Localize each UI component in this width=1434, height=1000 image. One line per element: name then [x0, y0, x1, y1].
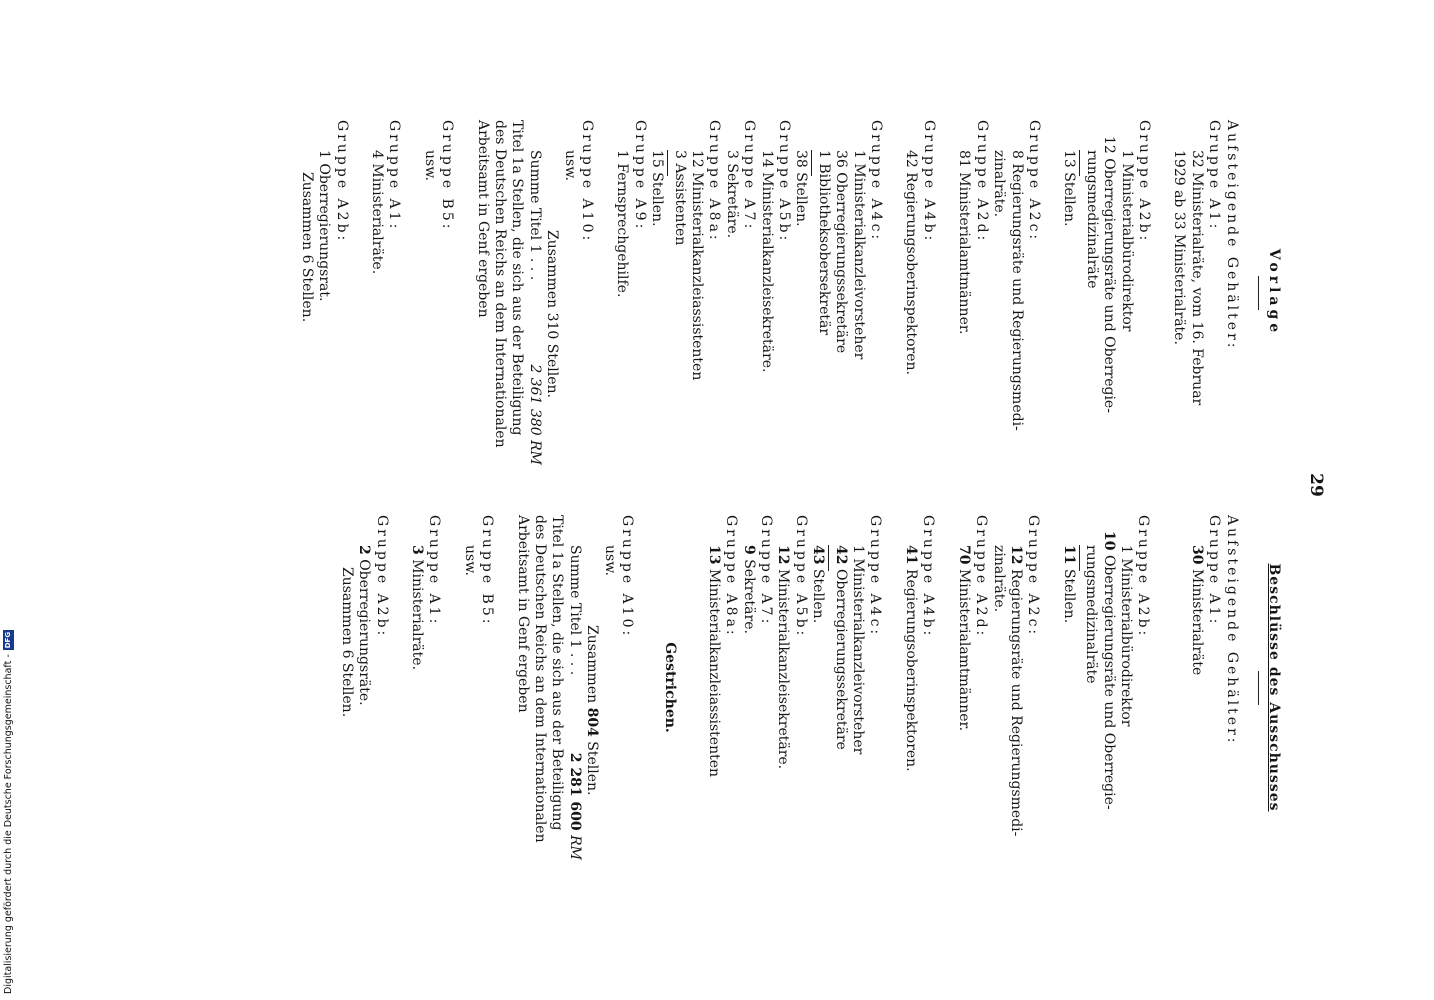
group-title: Gruppe A7:: [741, 120, 758, 232]
group-entry: Oberregierungssekretäre: [832, 568, 849, 750]
group-count: 13: [705, 545, 722, 565]
group-title: Gruppe A1:: [1206, 120, 1223, 232]
group-title: Gruppe A5b:: [792, 515, 809, 639]
group-title: Gruppe A10:: [579, 120, 595, 244]
group-entry: 32 Ministerialräte, vom 16. Februar: [1188, 150, 1205, 406]
group-entry: Ministerialkanzleiassistenten: [705, 568, 722, 778]
group-title: Gruppe A1:: [1206, 515, 1223, 627]
group-title: Gruppe B5:: [479, 515, 496, 627]
group-count: 42: [832, 545, 849, 565]
group-entry: 3 Assistenten: [671, 150, 688, 246]
group-entry: Ministerialräte: [1188, 568, 1205, 676]
group-entry: Oberregierungsräte.: [356, 559, 373, 706]
summe-value: 2 281 600: [566, 752, 583, 831]
group-entry: Sekretäre.: [740, 559, 757, 634]
group-entry: 3 Sekretäre.: [723, 150, 740, 239]
group-entry: 1 Oberregierungsrat.: [316, 150, 333, 302]
group-total: 13 Stellen.: [1061, 150, 1078, 227]
titel-line: des Deutschen Reichs an dem Internationalen: [491, 120, 508, 448]
group-title: Gruppe A9:: [631, 120, 648, 232]
group-count: 12: [775, 545, 792, 565]
group-entry: 42 Regierungsoberinspektoren.: [903, 150, 920, 375]
group-title: Gruppe A2b:: [333, 120, 350, 244]
usw-text: usw.: [461, 545, 478, 576]
group-count: 10: [1100, 531, 1117, 551]
group-entry: 1 Ministerialkanzleivorsteher: [850, 545, 867, 755]
usw-text: usw.: [561, 150, 578, 181]
group-count: 30: [1188, 545, 1205, 565]
group-entry: rungsmedizinalräte: [1083, 545, 1100, 684]
group-entry: 12 Oberregierungsräte und Oberregie-: [1101, 136, 1118, 413]
group-title: Gruppe A10:: [619, 515, 636, 639]
titel-line: des Deutschen Reichs an dem Internationalen: [532, 515, 548, 843]
group-count: 70: [955, 545, 972, 565]
group-entry: 81 Ministerialamtmänner.: [956, 150, 973, 335]
group-entry: Ministerialräte.: [408, 559, 425, 670]
subtotal-line: Zusammen 6 Stellen.: [298, 172, 315, 323]
group-title: Gruppe A1:: [386, 120, 403, 232]
summe-line: [565, 515, 582, 860]
group-total: 15 Stellen.: [649, 150, 666, 227]
group-total: 38 Stellen.: [793, 150, 810, 227]
group-entry: zinalräte.: [991, 150, 1008, 218]
column-heading-vorlage: Vorlage: [1266, 248, 1282, 337]
section-heading: Aufsteigende Gehälter:: [1223, 515, 1240, 746]
group-title: Gruppe A2c:: [1025, 515, 1042, 638]
group-title: Gruppe A4b:: [920, 515, 937, 639]
group-count: 12: [1007, 545, 1024, 565]
titel-line: Titel 1a Stellen, die sich aus der Beteiligung: [509, 120, 526, 436]
subtotal-suffix: Stellen.: [584, 741, 601, 796]
group-count: 2: [356, 545, 373, 555]
section-heading: Aufsteigende Gehälter:: [1223, 120, 1240, 351]
group-entry: Regierungsoberinspektoren.: [902, 568, 919, 772]
summe-label: Summe Titel 1 . . .: [566, 545, 583, 676]
group-title: Gruppe A2c:: [1025, 120, 1042, 243]
group-title: Gruppe A5b:: [776, 120, 793, 244]
group-total: Stellen.: [1060, 568, 1077, 624]
heading-rule: [1258, 671, 1259, 705]
group-title: Gruppe A8a:: [723, 515, 740, 638]
group-count: 9: [740, 545, 757, 555]
summe-label: Summe Titel 1 . . .: [526, 150, 543, 281]
group-entry: Regierungsräte und Regierungsmedi-: [1007, 568, 1024, 837]
group-entry: 1 Ministerialbürodirektor: [1118, 150, 1135, 332]
group-title: Gruppe A8a:: [706, 120, 723, 243]
titel-line: Titel 1a Stellen, die sich aus der Beteiligung: [549, 515, 566, 831]
group-title: Gruppe A2b:: [1135, 515, 1152, 639]
group-title: Gruppe A2b:: [373, 515, 390, 639]
group-total-count: 43: [810, 545, 827, 565]
digitization-footer: [0, 0, 16, 1000]
group-title: Gruppe A4b:: [920, 120, 937, 244]
sum-rule: [811, 150, 812, 176]
sum-rule: [1079, 545, 1080, 571]
summe-line: [525, 120, 542, 465]
group-title: Gruppe A2b:: [1135, 120, 1152, 244]
usw-text: usw.: [421, 150, 438, 181]
group-entry: 1 Fernsprechgehilfe.: [614, 150, 631, 298]
group-title: Gruppe A7:: [758, 515, 775, 627]
group-title: Gruppe A4c:: [867, 515, 884, 638]
sum-rule: [828, 545, 829, 571]
summe-value: 2 361 380 RM: [526, 364, 543, 465]
group-entry: zinalräte.: [990, 545, 1007, 613]
subtotal-count: 804: [584, 707, 601, 737]
group-title: Gruppe A1:: [426, 515, 443, 627]
titel-line: Arbeitsamt in Genf ergeben: [514, 515, 531, 713]
group-entry: 8 Regierungsräte und Regierungsmedi-: [1008, 150, 1025, 431]
group-entry: Ministerialkanzleisekretäre.: [775, 568, 792, 770]
summe-unit: RM: [566, 835, 583, 860]
column-vorlage: [297, 120, 1282, 465]
group-entry: 1 Ministerialkanzleivorsteher: [850, 150, 867, 360]
group-total: Stellen.: [810, 568, 827, 624]
group-count: 3: [408, 545, 425, 555]
subtotal-line: Zusammen 310 Stellen.: [544, 230, 561, 398]
group-entry: rungsmedizinalräte: [1083, 150, 1100, 289]
group-entry: 1 Bibliotheksobersekretär: [815, 150, 832, 336]
group-entry: 1929 ab 33 Ministerialräte.: [1171, 150, 1188, 345]
struck-note: Gestrichen.: [662, 642, 679, 733]
group-title: Gruppe B5:: [439, 120, 456, 232]
column-beschluesse: [337, 515, 1282, 860]
subtotal-line: Zusammen 6 Stellen.: [338, 567, 355, 718]
group-entry: 1 Ministerialbürodirektor: [1117, 545, 1134, 727]
dfg-logo: DFG: [3, 631, 12, 649]
rotated-document-page: [122, 120, 1342, 860]
group-count: 41: [902, 545, 919, 565]
group-title: Gruppe A2d:: [973, 515, 990, 639]
column-heading-beschluesse: Beschlüsse des Ausschusses: [1266, 563, 1282, 812]
page-number: 29: [1306, 473, 1326, 497]
group-entry: Ministerialamtmänner.: [955, 568, 972, 732]
group-entry: 4 Ministerialräte.: [368, 150, 385, 275]
usw-text: usw.: [601, 545, 618, 576]
sum-rule: [1079, 150, 1080, 176]
group-entry: 12 Ministerialkanzleiassistenten: [689, 150, 706, 381]
heading-rule: [1258, 276, 1259, 310]
subtotal-label: Zusammen: [584, 625, 601, 704]
titel-line: Arbeitsamt in Genf ergeben: [474, 120, 491, 318]
group-title: Gruppe A2d:: [973, 120, 990, 244]
group-entry: 36 Oberregierungssekretäre: [833, 150, 850, 354]
group-entry: 14 Ministerialkanzleisekretäre.: [758, 150, 775, 373]
footer-text: Digitalisierung gefördert durch die Deutsche Forschungsgemeinschaft -: [2, 654, 14, 994]
group-title: Gruppe A4c:: [868, 120, 885, 243]
group-total-count: 11: [1060, 545, 1077, 565]
group-entry: Oberregierungsräte und Oberregie-: [1100, 554, 1117, 810]
sum-rule: [667, 150, 668, 176]
